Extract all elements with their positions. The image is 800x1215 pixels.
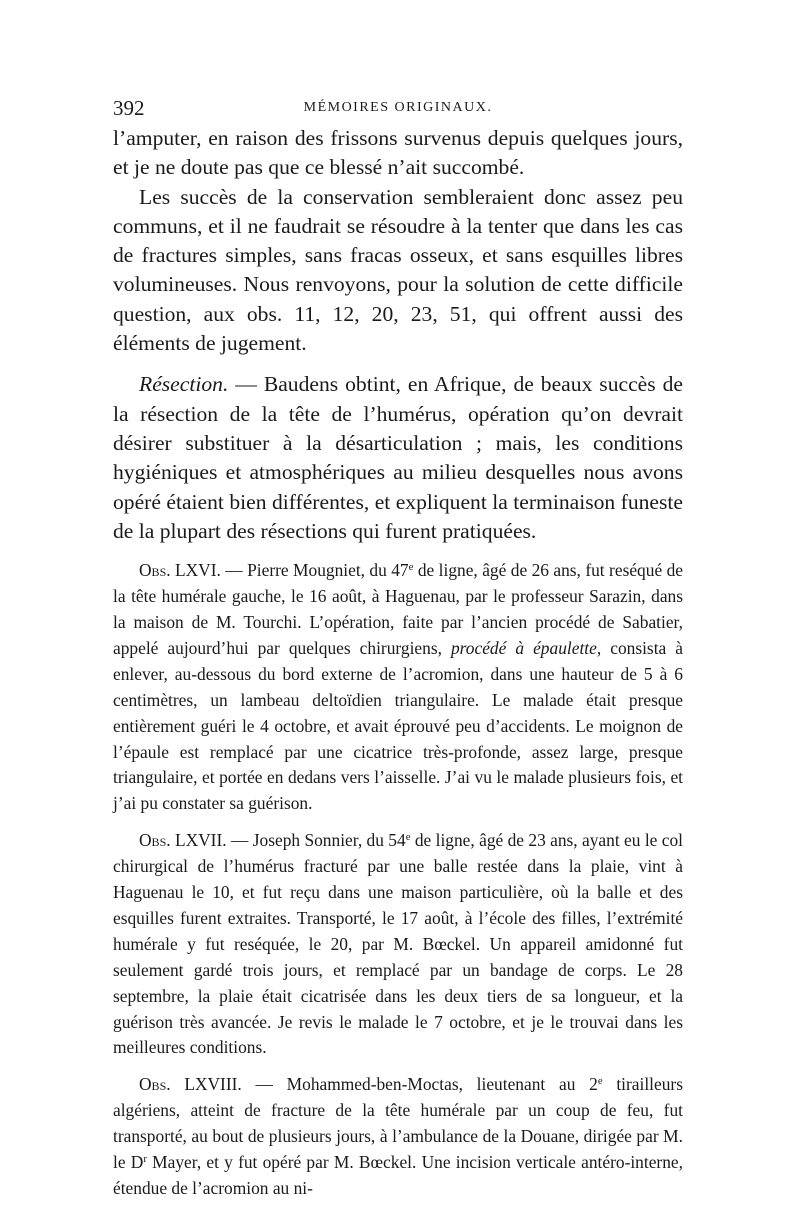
section-heading-resection: Résection. [139, 372, 229, 397]
page-number: 392 [113, 96, 145, 120]
observation-italic-term: procédé à épaulette, [450, 637, 602, 658]
observation-text: — Joseph Sonnier, du 54 [226, 830, 406, 851]
observation-text: — Pierre Mougniet, du 47 [220, 560, 409, 581]
superscript: e [408, 561, 414, 574]
resection-text: — Baudens obtint, en Afrique, de beaux succès de la résection de la tête de l’humérus, opération qu’on devrait désirer substituer à la désarticulation ; mais, les conditions hygiéniques et atmosphériques au milieu desquelles nous avons opéré étaient bien différentes, et expliquent la terminaison funeste de la plupart des résections qui furent pratiquées. [113, 372, 683, 543]
page-header [113, 96, 683, 126]
running-title: MÉMOIRES ORIGINAUX. [303, 100, 493, 115]
paragraph-conservation: Les succès de la conservation sembleraient donc assez peu communs, et il ne faudrait se résoudre à la tenter que dans les cas de fractures simples, sans fracas osseux, et sans esquilles libres volumineuses. Nous renvoyons, pour la solution de cette difficile question, aux obs. 11, 12, 20, 23, 51, qui offrent aussi des éléments de jugement. [113, 184, 683, 356]
observation-text: — Mohammed-ben-Moctas, lieutenant au 2 [241, 1074, 598, 1095]
observation-label: Obs. LXVI. [139, 560, 221, 581]
observation-text: de ligne, âgé de 23 ans, ayant eu le col chirurgical de l’humérus fracturé par une balle restée dans la plaie, vint à Haguenau le 10, et fut reçu dans une maison particulière, où la balle et des esquilles furent extraites. Transporté, le 17 août, à l’école des filles, l’extrémité humérale y fut reséquée, le 20, par M. Bœckel. Un appareil amidonné fut seulement gardé trois jours, et remplacé par un bandage de corps. Le 28 septembre, la plaie était cicatrisée dans les deux tiers de sa longueur, et la guérison très avancée. Je revis le malade le 7 octobre, et je le trouvai dans les meilleures conditions. [113, 830, 683, 1058]
observation-66 [113, 558, 683, 817]
superscript: r [143, 1153, 147, 1166]
observation-text: consista à enlever, au-dessous du bord externe de l’acromion, dans une hauteur de 5 à 6 centimètres, un lambeau deltoïdien triangulaire. Le malade était presque entièrement guéri le 4 octobre, et avait éprouvé peu d’accidents. Le moignon de l’épaule est remplacé par une cicatrice très-profonde, assez large, presque triangulaire, et portée en dedans vers l’aisselle. J’ai vu le malade plusieurs fois, et j’ai pu constater sa guérison. [113, 637, 683, 814]
observation-68 [113, 1072, 683, 1202]
page-body [113, 124, 683, 1202]
superscript: e [597, 1075, 603, 1088]
paragraph-continuation: l’amputer, en raison des frissons survenus depuis quelques jours, et je ne doute pas que ce blessé n’ait succombé. [113, 126, 683, 180]
observation-text: de ligne, âgé de 26 ans, fut reséqué de la tête humérale gauche, le 16 août, à Haguenau, par le professeur Sarazin, dans la maison de M. Tourchi. L’opération, faite par l’ancien procédé de Sabatier, appelé aujourd’hui par quelques chirurgiens, [113, 560, 683, 658]
paragraph-resection [113, 370, 683, 546]
superscript: e [405, 831, 411, 844]
observation-text: tirailleurs algériens, atteint de fracture de la tête humérale par un coup de feu, fut transporté, au bout de plusieurs jours, à l’ambulance de la Douane, dirigée par M. le D [113, 1074, 683, 1173]
observation-67 [113, 828, 683, 1061]
observation-text: Mayer, et y fut opéré par M. Bœckel. Une incision verticale antéro-interne, étendue de l’acromion au ni- [113, 1152, 683, 1198]
observation-label: Obs. LXVII. [139, 830, 227, 851]
observation-label: Obs. LXVIII. [139, 1074, 242, 1095]
